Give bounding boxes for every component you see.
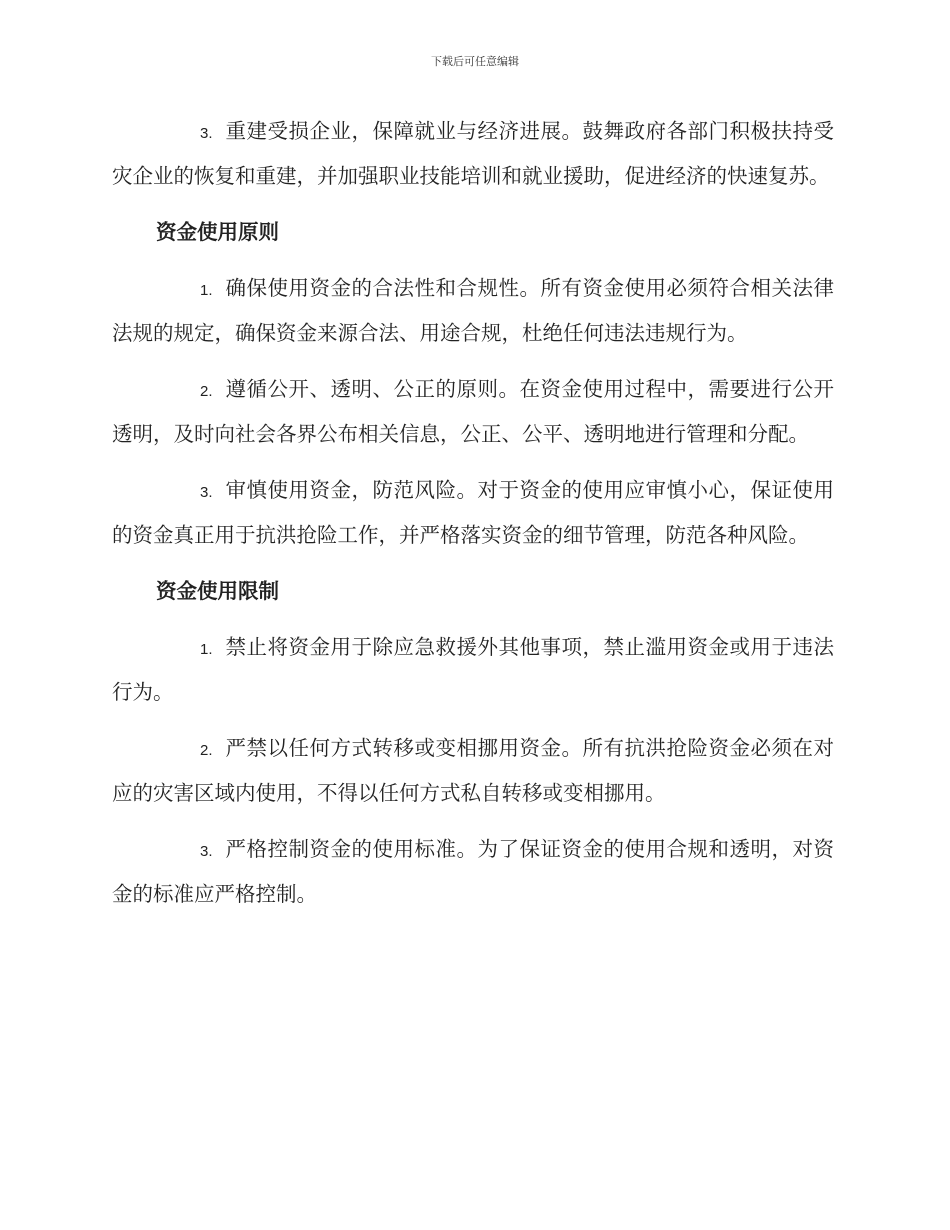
list-item-text: 确保使用资金的合法性和合规性。所有资金使用必须符合相关法律法规的规定，确保资金来源合法、用途合规，杜绝任何违法违规行为。	[112, 276, 834, 345]
list-item-number: 2.	[200, 383, 213, 400]
list-item-number: 2.	[200, 742, 213, 759]
list-item	[112, 267, 834, 354]
list-item-number: 3.	[200, 484, 213, 501]
section-heading-principles: 资金使用原则	[156, 220, 279, 244]
list-item	[112, 368, 834, 455]
section-heading-restrictions: 资金使用限制	[156, 579, 279, 603]
list-item-number: 1.	[200, 282, 213, 299]
list-item-text: 严禁以任何方式转移或变相挪用资金。所有抗洪抢险资金必须在对应的灾害区域内使用，不得以任何方式私自转移或变相挪用。	[112, 736, 834, 805]
page-header: 下载后可任意编辑	[431, 55, 519, 68]
list-item	[112, 626, 834, 713]
list-item-text: 重建受损企业，保障就业与经济进展。鼓舞政府各部门积极扶持受灾企业的恢复和重建，并加强职业技能培训和就业援助，促进经济的快速复苏。	[112, 119, 834, 188]
list-item-number: 3.	[200, 843, 213, 860]
list-item	[112, 727, 834, 814]
list-item	[112, 828, 834, 915]
list-item-text: 审慎使用资金，防范风险。对于资金的使用应审慎小心，保证使用的资金真正用于抗洪抢险工作，并严格落实资金的细节管理，防范各种风险。	[112, 478, 834, 547]
list-item-text: 严格控制资金的使用标准。为了保证资金的使用合规和透明，对资金的标准应严格控制。	[112, 837, 834, 906]
list-item-text: 禁止将资金用于除应急救援外其他事项，禁止滥用资金或用于违法行为。	[112, 635, 834, 704]
list-item	[112, 469, 834, 556]
list-item-text: 遵循公开、透明、公正的原则。在资金使用过程中，需要进行公开透明，及时向社会各界公布相关信息，公正、公平、透明地进行管理和分配。	[112, 377, 834, 446]
list-item	[112, 110, 834, 197]
list-item-number: 1.	[200, 641, 213, 658]
document-body	[112, 110, 834, 929]
list-item-number: 3.	[200, 125, 213, 142]
